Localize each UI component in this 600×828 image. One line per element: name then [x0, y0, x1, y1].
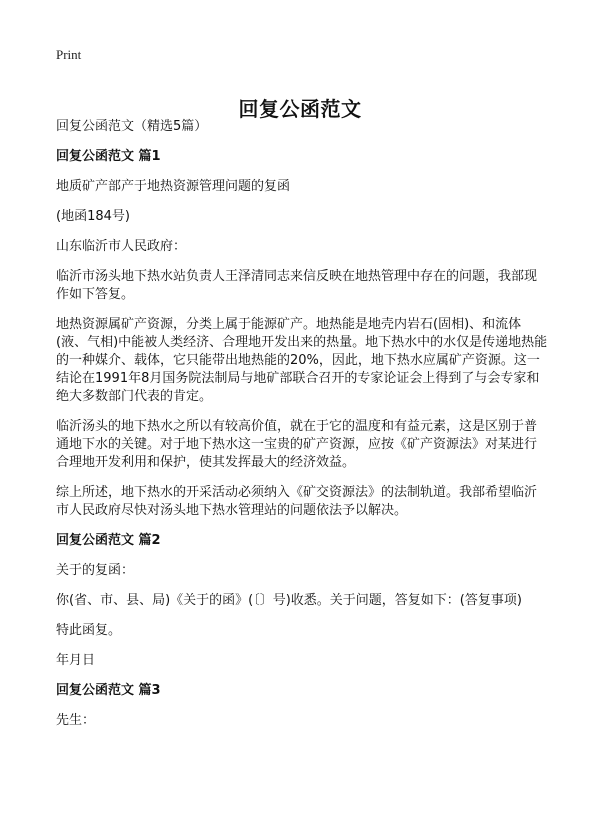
paragraph: 关于的复函： — [56, 563, 135, 578]
paragraph: 临沂汤头的地下热水之所以有较高价值，就在于它的温度和有益元素，这是区别于普通地下水的关键。对于地下热水这一宝贵的矿产资源，应按《矿产资源法》对某进行合理地开发利用和保护，使其发挥最大的经济效益。 — [56, 419, 538, 470]
paragraph: 先生： — [56, 713, 96, 728]
paragraph: 地热资源属矿产资源，分类上属于能源矿产。地热能是地壳内岩石(固相)、和流体(液、气相)中能被人类经济、合理地开发出来的热量。地下热水中的水仅是传递地热能的一种媒介、载体，它只能带出地热能的20%，因此，地下热水应属矿产资源。这一结论在1991年8月国务院法制局与地矿部联合召开的专家论证会上得到了与会专家和绝大多数部门代表的肯定。 — [56, 317, 548, 404]
section-heading: 回复公函范文 篇2 — [56, 533, 161, 548]
paragraph: 年月日 — [56, 653, 96, 668]
document-subtitle: 回复公函范文（精选5篇） — [56, 119, 208, 134]
document-body — [56, 118, 548, 742]
paragraph: 综上所述，地下热水的开采活动必须纳入《矿交资源法》的法制轨道。我部希望临沂市人民政府尽快对汤头地下热水管理站的问题依法予以解决。 — [56, 485, 538, 518]
paragraph: 山东临沂市人民政府： — [56, 239, 187, 254]
section-heading: 回复公函范文 篇3 — [56, 683, 161, 698]
page-title: 回复公函范文 — [238, 97, 362, 122]
paragraph: (地函184号) — [56, 209, 130, 224]
paragraph: 地质矿产部产于地热资源管理问题的复函 — [56, 179, 291, 194]
section-heading: 回复公函范文 篇1 — [56, 149, 161, 164]
paragraph: 临沂市汤头地下热水站负责人王泽清同志来信反映在地热管理中存在的问题，我部现作如下答复。 — [56, 269, 538, 302]
print-link[interactable]: Print — [56, 47, 82, 62]
paragraph: 你(省、市、县、局)《关于的函》(〔〕号)收悉。关于问题，答复如下：(答复事项) — [56, 593, 522, 608]
paragraph: 特此函复。 — [56, 623, 122, 638]
